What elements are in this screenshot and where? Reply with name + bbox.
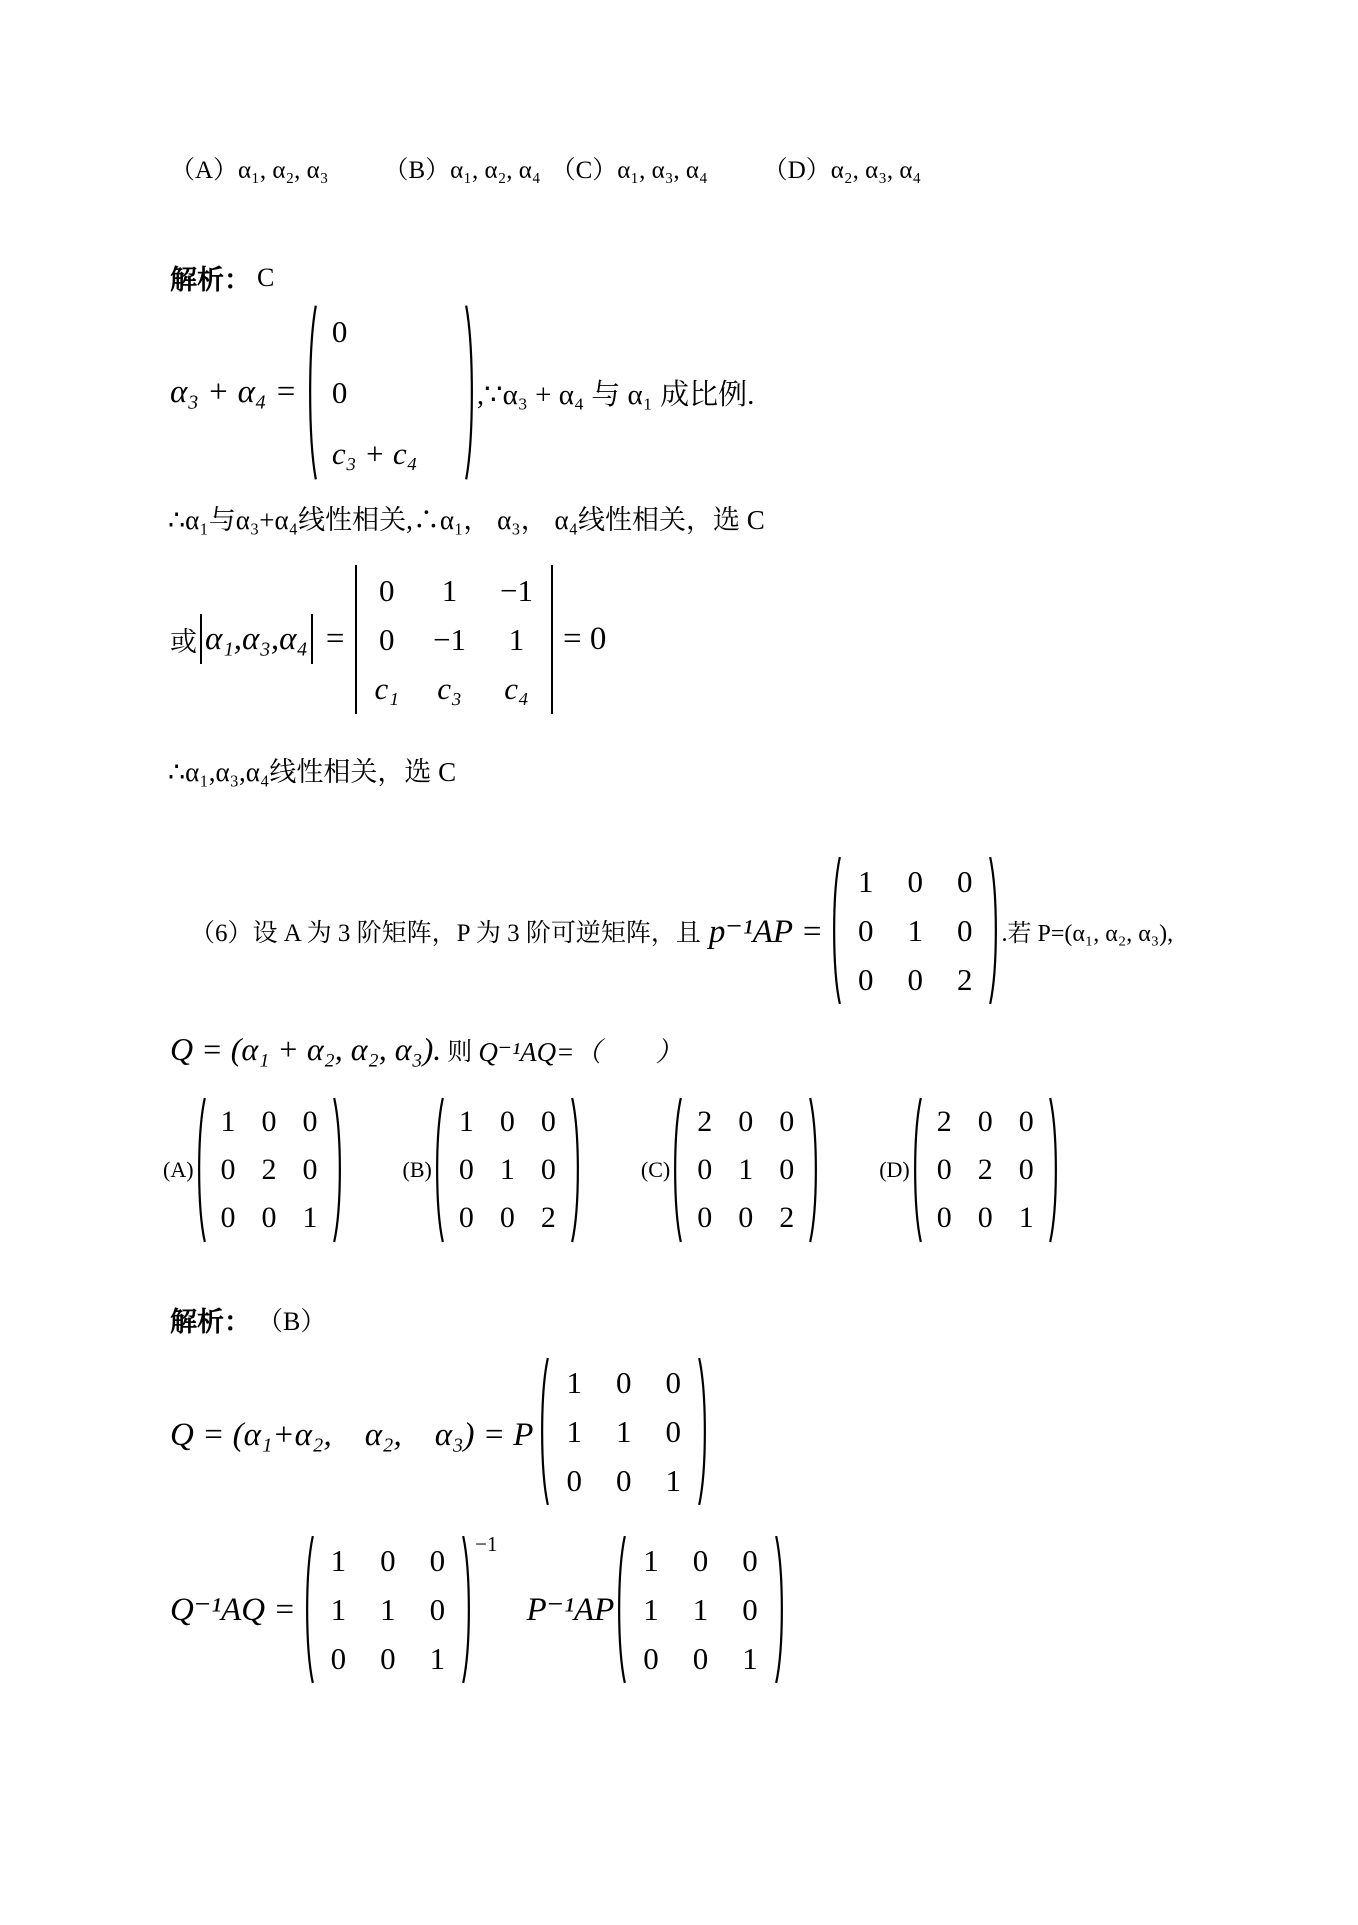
matrix-cell: 0 bbox=[779, 1105, 795, 1138]
equation-final-matrix-right bbox=[614, 1533, 787, 1686]
options-row bbox=[163, 1095, 1061, 1245]
vector-cells bbox=[318, 302, 464, 483]
matrix-cells bbox=[207, 1095, 332, 1245]
problem6-statement bbox=[190, 848, 1173, 1013]
matrix-cells bbox=[683, 1095, 808, 1245]
matrix-cell: 0 bbox=[499, 1105, 515, 1138]
matrix-cell: −1 bbox=[500, 572, 534, 608]
matrix-cell: 0 bbox=[429, 1591, 446, 1627]
matrix-cell: 2 bbox=[540, 1201, 556, 1234]
matrix-cell: 0 bbox=[379, 572, 395, 608]
matrix-cell: 0 bbox=[429, 1542, 446, 1578]
matrix-cell: 1 bbox=[665, 1462, 681, 1498]
matrix-cell: 0 bbox=[540, 1105, 556, 1138]
matrix-cell: 1 bbox=[330, 1542, 347, 1578]
matrix-cell: 0 bbox=[499, 1201, 515, 1234]
matrix-cell: 0 bbox=[697, 1153, 713, 1186]
option-a-prev: （A）α₁, α₂, α₃ bbox=[170, 157, 329, 184]
option-d bbox=[879, 1095, 1061, 1245]
matrix-cell: 1 bbox=[441, 572, 458, 608]
matrix-cell: 1 bbox=[643, 1591, 659, 1627]
matrix-cells bbox=[627, 1533, 774, 1686]
matrix-cell: 0 bbox=[458, 1153, 474, 1186]
equation-q-lhs: Q = (α₁+α₂, α₂, α₃) = P bbox=[170, 1416, 534, 1453]
option-d-matrix bbox=[910, 1095, 1061, 1245]
left-paren-icon bbox=[194, 1095, 207, 1245]
matrix-cell: 0 bbox=[697, 1201, 713, 1234]
matrix-cells bbox=[315, 1533, 462, 1686]
matrix-cell: 1 bbox=[508, 621, 525, 657]
solution-label: 解析： bbox=[170, 1307, 251, 1337]
matrix-cell: 1 bbox=[380, 1591, 396, 1627]
right-paren-icon bbox=[774, 1533, 787, 1686]
option-b bbox=[403, 1095, 583, 1245]
matrix-cell: 0 bbox=[742, 1591, 758, 1627]
matrix-cell: 2 bbox=[779, 1201, 795, 1234]
matrix-cell: 0 bbox=[615, 1462, 632, 1498]
matrix-cell: 0 bbox=[261, 1105, 277, 1138]
question-expression: Q⁻¹AQ=（ ） bbox=[478, 1037, 683, 1067]
matrix-cell: c₄ bbox=[504, 670, 529, 706]
right-paren-icon bbox=[461, 1533, 474, 1686]
conclusion-statement: ∴α₁,α₃,α₄线性相关，选 C bbox=[168, 757, 457, 787]
matrix-cell: 0 bbox=[738, 1105, 754, 1138]
matrix-cell: 0 bbox=[692, 1640, 709, 1676]
matrix-cell: 0 bbox=[220, 1201, 236, 1234]
equation-determinant bbox=[170, 558, 606, 720]
matrix-cell: 0 bbox=[779, 1153, 795, 1186]
matrix-cell: 0 bbox=[330, 1640, 347, 1676]
matrix-cell: 2 bbox=[956, 962, 973, 997]
matrix-cell: 1 bbox=[742, 1640, 758, 1676]
matrix-cell: 0 bbox=[540, 1153, 556, 1186]
matrix-cell: 0 bbox=[458, 1201, 474, 1234]
left-paren-icon bbox=[537, 1355, 550, 1508]
problem6-lhs: p⁻¹AP = bbox=[708, 913, 823, 950]
solution5-header bbox=[170, 258, 274, 297]
matrix-cell: 0 bbox=[907, 864, 923, 899]
solution5-answer: C bbox=[257, 262, 275, 292]
matrix-cell: c₃ + c₄ bbox=[331, 436, 418, 471]
matrix-cell: 0 bbox=[261, 1201, 277, 1234]
matrix-cell: 1 bbox=[692, 1591, 709, 1627]
option-b-prev: （B）α₁, α₂, α₄ bbox=[383, 157, 541, 184]
matrix-cell: 2 bbox=[936, 1105, 952, 1138]
matrix-cell: c₁ bbox=[374, 670, 400, 706]
matrix-cell: 1 bbox=[220, 1105, 236, 1138]
matrix-cell: c₃ bbox=[437, 670, 462, 706]
matrix-cell: 1 bbox=[302, 1201, 318, 1234]
right-paren-icon bbox=[332, 1095, 345, 1245]
equation-comment: ,∵α₃ + α₄ 与 α₁ 成比例. bbox=[476, 379, 755, 411]
left-paren-icon bbox=[302, 1533, 315, 1686]
matrix-cell: 0 bbox=[665, 1413, 681, 1449]
matrix-cell: 0 bbox=[936, 1201, 952, 1234]
option-c-label: (C) bbox=[640, 1157, 671, 1182]
option-b-label: (B) bbox=[402, 1157, 432, 1182]
option-d-label: (D) bbox=[879, 1157, 910, 1182]
matrix-cell: 0 bbox=[380, 1542, 396, 1578]
matrix-exponent: −1 bbox=[475, 1532, 498, 1556]
equation-final-matrix-left bbox=[302, 1533, 475, 1686]
matrix-cell: 2 bbox=[977, 1153, 993, 1186]
matrix-cell: 1 bbox=[330, 1591, 347, 1627]
left-paren-icon bbox=[432, 1095, 445, 1245]
matrix-cell: 0 bbox=[692, 1542, 709, 1578]
solution6-answer: （B） bbox=[257, 1307, 327, 1336]
matrix-cell: 0 bbox=[977, 1105, 993, 1138]
matrix-cell: 2 bbox=[697, 1105, 713, 1138]
option-b-matrix bbox=[432, 1095, 583, 1245]
matrix-cell: 0 bbox=[220, 1153, 236, 1186]
equation-q bbox=[170, 1352, 710, 1510]
matrix-cell: 0 bbox=[1018, 1105, 1034, 1138]
right-paren-icon bbox=[988, 854, 1001, 1007]
option-a-matrix bbox=[194, 1095, 345, 1245]
option-d-prev: （D）α₂, α₃, α₄ bbox=[762, 157, 922, 184]
problem6-text-after: .若 P=(α₁, α₂, α₃), bbox=[1001, 921, 1174, 947]
right-paren-icon bbox=[808, 1095, 821, 1245]
matrix-cell: 1 bbox=[429, 1640, 446, 1676]
matrix-cell: 1 bbox=[615, 1413, 632, 1449]
matrix-cell: 0 bbox=[380, 1640, 396, 1676]
left-bar-icon bbox=[200, 614, 202, 664]
matrix-cell: 1 bbox=[566, 1364, 582, 1400]
matrix-cell: 0 bbox=[977, 1201, 993, 1234]
equation-final bbox=[170, 1528, 787, 1690]
det-vectors: α₁,α₃,α₄ bbox=[205, 620, 308, 657]
solution6-header bbox=[170, 1300, 326, 1339]
matrix-cell: −1 bbox=[433, 621, 467, 657]
equals-sign: = bbox=[325, 620, 345, 657]
matrix-cell: 0 bbox=[1018, 1153, 1034, 1186]
equation-vector-sum bbox=[170, 300, 754, 485]
solution-label: 解析： bbox=[170, 265, 251, 295]
matrix-cell: 0 bbox=[936, 1153, 952, 1186]
matrix-cell: 0 bbox=[331, 314, 348, 349]
matrix-cell: 0 bbox=[302, 1105, 318, 1138]
matrix-cell: 1 bbox=[738, 1153, 754, 1186]
problem6-text-before: （6）设 A 为 3 阶矩阵，P 为 3 阶可逆矩阵，且 bbox=[190, 919, 701, 947]
matrix-cells bbox=[923, 1095, 1048, 1245]
matrix-cell: 1 bbox=[857, 864, 874, 899]
matrix-cells bbox=[842, 854, 989, 1007]
left-paren-icon bbox=[305, 302, 318, 483]
option-c bbox=[641, 1095, 821, 1245]
matrix-cells bbox=[550, 1355, 697, 1508]
option-a-label: (A) bbox=[163, 1157, 194, 1182]
matrix-cell: 0 bbox=[956, 913, 973, 948]
options-line-prev bbox=[170, 150, 921, 186]
right-paren-icon bbox=[464, 302, 477, 483]
option-c-prev: （C）α₁, α₃, α₄ bbox=[550, 157, 708, 184]
then-text: 则 bbox=[447, 1038, 473, 1066]
right-paren-icon bbox=[570, 1095, 583, 1245]
right-bar-icon bbox=[311, 614, 313, 664]
matrix-cell: 0 bbox=[857, 913, 874, 948]
left-paren-icon bbox=[670, 1095, 683, 1245]
option-c-matrix bbox=[670, 1095, 821, 1245]
dependency-statement: ∴α₁与α₃+α₄线性相关,∴α₁， α₃， α₄线性相关，选 C bbox=[168, 505, 765, 535]
column-vector bbox=[305, 302, 477, 483]
matrix-cell: 0 bbox=[907, 962, 923, 997]
matrix-cell: 1 bbox=[907, 913, 923, 948]
equation-lhs: α₃ + α₄ = bbox=[170, 374, 297, 410]
matrix-cell: 1 bbox=[499, 1153, 515, 1186]
equation-q-matrix bbox=[537, 1355, 710, 1508]
left-paren-icon bbox=[910, 1095, 923, 1245]
matrix-cell: 1 bbox=[458, 1105, 474, 1138]
matrix-cell: 0 bbox=[665, 1364, 681, 1400]
determinant-cells bbox=[355, 565, 554, 714]
left-paren-icon bbox=[614, 1533, 627, 1686]
matrix-cell: 0 bbox=[566, 1462, 582, 1498]
abs-group bbox=[197, 614, 316, 664]
matrix-cell: 0 bbox=[643, 1640, 659, 1676]
matrix-cell: 2 bbox=[261, 1153, 277, 1186]
problem6-matrix bbox=[829, 854, 1002, 1007]
matrix-cell: 0 bbox=[615, 1364, 632, 1400]
det-result: = 0 bbox=[563, 620, 607, 657]
matrix-cell: 0 bbox=[331, 375, 348, 410]
equation-final-mid: P⁻¹AP bbox=[526, 1592, 615, 1628]
matrix-cell: 0 bbox=[738, 1201, 754, 1234]
matrix-cell: 1 bbox=[566, 1413, 582, 1449]
option-a bbox=[163, 1095, 345, 1245]
right-paren-icon bbox=[697, 1355, 710, 1508]
det-prefix: 或 bbox=[170, 626, 197, 657]
q-definition: Q = (α₁ + α₂, α₂, α₃). bbox=[170, 1031, 442, 1067]
matrix-cell: 0 bbox=[742, 1542, 758, 1578]
equation-final-lhs: Q⁻¹AQ = bbox=[170, 1592, 296, 1628]
matrix-cell: 0 bbox=[857, 962, 874, 997]
matrix-cell: 1 bbox=[1018, 1201, 1034, 1234]
matrix-cells bbox=[445, 1095, 570, 1245]
matrix-cell: 0 bbox=[956, 864, 973, 899]
right-paren-icon bbox=[1048, 1095, 1061, 1245]
q-definition-line bbox=[170, 1030, 682, 1069]
left-paren-icon bbox=[829, 854, 842, 1007]
matrix-cell: 1 bbox=[643, 1542, 659, 1578]
matrix-cell: 0 bbox=[302, 1153, 318, 1186]
matrix-cell: 0 bbox=[379, 621, 395, 657]
